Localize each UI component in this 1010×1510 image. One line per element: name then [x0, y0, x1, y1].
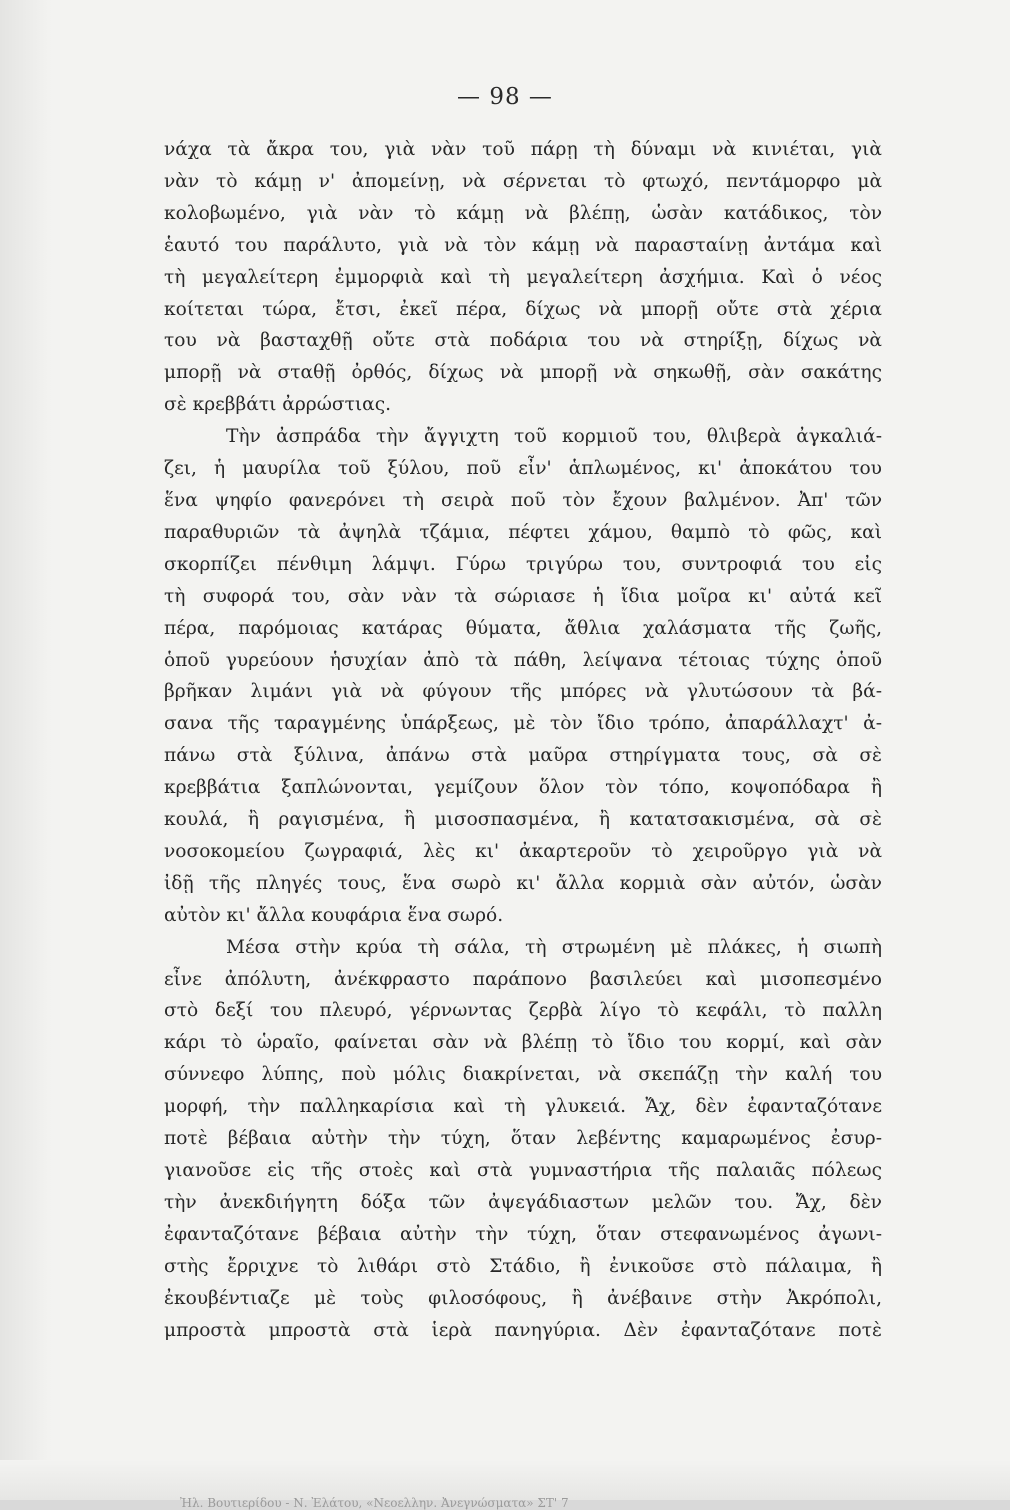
text-line: πάνω στὰ ξύλινα, ἀπάνω στὰ μαῦρα στηρίγματα τους, σὰ σὲ — [164, 745, 882, 767]
text-line: σύννεφο λύπης, ποὺ μόλις διακρίνεται, νὰ σκεπάζῃ τὴν καλή του — [164, 1064, 882, 1086]
text-line: ἑαυτό του παράλυτο, γιὰ νὰ τὸν κάμῃ νὰ παρασταίνῃ ἀντάμα καὶ — [164, 234, 882, 256]
text-line: μορφή, τὴν παλληκαρίσια καὶ τὴ γλυκειά. Ἄχ, δὲν ἐφανταζότανε — [164, 1096, 882, 1118]
text-line: τὴν ἀνεκδιήγητη δόξα τῶν ἀψεγάδιαστων μελῶν του. Ἄχ, δὲν — [164, 1191, 882, 1213]
text-line: στὴς ἔρριχνε τὸ λιθάρι στὸ Στάδιο, ἢ ἐνικοῦσε στὸ πάλαιμα, ἢ — [164, 1255, 882, 1277]
bleed-through-signature: Ἠλ. Βουτιερίδου - Ν. Ἐλάτου, «Νεοελλην. Ἀνεγνώσματα» ΣΤ' 7 — [180, 1496, 569, 1510]
text-line: ζει, ἡ μαυρίλα τοῦ ξύλου, ποῦ εἶν' ἁπλωμένος, κι' ἀποκάτου του — [164, 458, 882, 480]
text-line: παραθυριῶν τὰ ἀψηλὰ τζάμια, πέφτει χάμου, θαμπὸ τὸ φῶς, καὶ — [164, 521, 882, 543]
text-line: κουλά, ἢ ραγισμένα, ἢ μισοσπασμένα, ἢ κατατσακισμένα, σὰ σὲ — [164, 809, 882, 831]
text-line: ὁποῦ γυρεύουν ἡσυχίαν ἀπὸ τὰ πάθη, λείψανα τέτοιας τύχης ὁποῦ — [164, 649, 882, 671]
text-line: μπορῇ νὰ σταθῇ ὀρθός, δίχως νὰ μπορῇ νὰ σηκωθῇ, σὰν σακάτης — [164, 362, 882, 384]
text-line: εἶνε ἀπόλυτη, ἀνέκφραστο παράπονο βασιλεύει καὶ μισοπεσμένο — [164, 968, 882, 990]
text-line: ἐκουβέντιαζε μὲ τοὺς φιλοσόφους, ἢ ἀνέβαινε στὴν Ἀκρόπολι, — [164, 1287, 882, 1309]
text-line: κάρι τὸ ὡραῖο, φαίνεται σὰν νὰ βλέπῃ τὸ ἴδιο του κορμί, καὶ σὰν — [164, 1032, 882, 1054]
text-line: σκορπίζει πένθιμη λάμψι. Γύρω τριγύρω του, συντροφιά του εἰς — [164, 553, 882, 575]
text-line: σανα τῆς ταραγμένης ὑπάρξεως, μὲ τὸν ἴδιο τρόπο, ἀπαράλλαχτ' ἀ- — [164, 713, 882, 735]
text-line: κρεββάτια ξαπλώνονται, γεμίζουν ὅλον τὸν τόπο, κοψοπόδαρα ἢ — [164, 777, 882, 799]
text-line: ποτὲ βέβαια αὐτὴν τὴν τύχη, ὅταν λεβέντης καμαρωμένος ἐσυρ- — [164, 1128, 882, 1150]
page-number: — 98 — — [457, 84, 553, 110]
paragraph-start-line: Μέσα στὴν κρύα τὴ σάλα, τὴ στρωμένη μὲ πλάκες, ἡ σιωπὴ — [226, 936, 882, 958]
text-line: νάχα τὰ ἄκρα του, γιὰ νὰν τοῦ πάρῃ τὴ δύναμι νὰ κινιέται, γιὰ — [164, 139, 882, 160]
text-line: ἐφανταζότανε βέβαια αὐτὴν τὴν τύχη, ὅταν στεφανωμένος ἀγωνι- — [164, 1223, 882, 1245]
body-text — [164, 134, 882, 1346]
text-line: νοσοκομείου ζωγραφιά, λὲς κι' ἀκαρτεροῦν τὸ χειροῦργο γιὰ νὰ — [164, 840, 882, 862]
paragraph-start-line: Τὴν ἀσπράδα τὴν ἄγγιχτη τοῦ κορμιοῦ του, θλιβερὰ ἀγκαλιά- — [226, 426, 882, 448]
text-line: στὸ δεξί του πλευρό, γέρνωντας ζερβὰ λίγο τὸ κεφάλι, τὸ παλλη — [164, 1000, 882, 1022]
text-line: γιανοῦσε εἰς τῆς στοὲς καὶ στὰ γυμναστήρια τῆς παλαιᾶς πόλεως — [164, 1160, 882, 1181]
text-line: αὐτὸν κι' ἄλλα κουφάρια ἕνα σωρό. — [164, 904, 504, 926]
text-line: νὰν τὸ κάμῃ ν' ἀπομείνῃ, νὰ σέρνεται τὸ φτωχό, πεντάμορφο μὰ — [164, 170, 882, 192]
text-line: ἰδῇ τῆς πληγές τους, ἕνα σωρὸ κι' ἄλλα κορμιὰ σὰν αὐτόν, ὡσὰν — [164, 872, 882, 894]
text-line: του νὰ βασταχθῇ οὔτε στὰ ποδάρια του νὰ στηρίξῃ, δίχως νὰ — [164, 330, 882, 352]
text-line: πέρα, παρόμοιας κατάρας θύματα, ἄθλια χαλάσματα τῆς ζωῆς, — [164, 617, 882, 639]
text-line: σὲ κρεββάτι ἀρρώστιας. — [164, 394, 392, 416]
page-edge-shadow — [0, 0, 52, 1500]
text-line: κοίτεται τώρα, ἔτσι, ἐκεῖ πέρα, δίχως νὰ μπορῇ οὔτε στὰ χέρια — [164, 298, 882, 320]
page-bottom-shadow — [0, 1460, 1010, 1500]
text-line: μπροστὰ μπροστὰ στὰ ἱερὰ πανηγύρια. Δὲν ἐφανταζότανε ποτὲ — [164, 1319, 882, 1341]
text-line: ἕνα ψηφίο φανερόνει τὴ σειρὰ ποῦ τὸν ἔχουν βαλμένον. Ἀπ' τῶν — [164, 489, 882, 511]
text-line: βρῆκαν λιμάνι γιὰ νὰ φύγουν τῆς μπόρες νὰ γλυτώσουν τὰ βά- — [164, 681, 882, 703]
text-line: κολοβωμένο, γιὰ νὰν τὸ κάμῃ νὰ βλέπῃ, ὡσὰν κατάδικος, τὸν — [164, 202, 882, 224]
text-line: τὴ μεγαλείτερη ἐμμορφιὰ καὶ τὴ μεγαλείτερη ἀσχήμια. Καὶ ὁ νέος — [164, 266, 882, 288]
text-line: τὴ συφορά του, σὰν νὰν τὰ σώριασε ἡ ἴδια μοῖρα κι' αὐτά κεῖ — [164, 585, 882, 607]
